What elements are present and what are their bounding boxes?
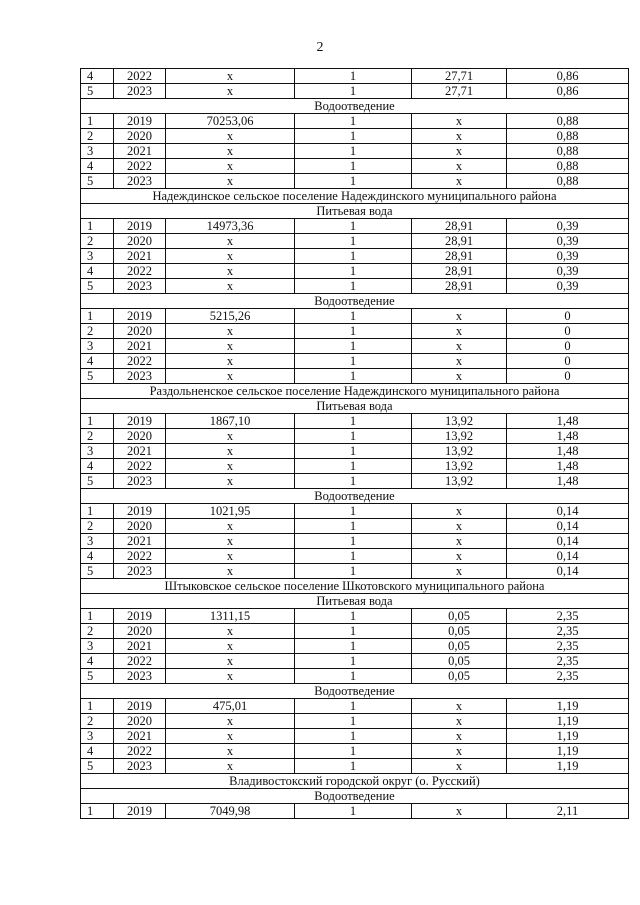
row-number-cell: 5 [81, 564, 114, 579]
value-cell: 0,39 [507, 249, 629, 264]
section-header: Водоотведение [81, 99, 629, 114]
volume-cell: x [166, 654, 295, 669]
rate-cell: x [412, 759, 507, 774]
table-row [81, 249, 629, 264]
rate-cell: x [412, 129, 507, 144]
volume-cell: x [166, 84, 295, 99]
volume-cell: x [166, 564, 295, 579]
index-cell: 1 [295, 249, 412, 264]
year-cell: 2020 [114, 624, 166, 639]
value-cell: 0,39 [507, 264, 629, 279]
value-cell: 2,35 [507, 609, 629, 624]
volume-cell: 475,01 [166, 699, 295, 714]
rate-cell: 0,05 [412, 609, 507, 624]
rate-cell: 13,92 [412, 414, 507, 429]
volume-cell: x [166, 444, 295, 459]
table-row [81, 309, 629, 324]
volume-cell: x [166, 234, 295, 249]
row-number-cell: 5 [81, 84, 114, 99]
table-row [81, 339, 629, 354]
row-number-cell: 1 [81, 504, 114, 519]
row-number-cell: 1 [81, 309, 114, 324]
table-row [81, 69, 629, 84]
volume-cell: x [166, 624, 295, 639]
year-cell: 2021 [114, 729, 166, 744]
section-header-row [81, 399, 629, 414]
value-cell: 0,14 [507, 564, 629, 579]
value-cell: 1,19 [507, 744, 629, 759]
table-row [81, 804, 629, 819]
row-number-cell: 3 [81, 729, 114, 744]
table-row [81, 759, 629, 774]
value-cell: 2,11 [507, 804, 629, 819]
index-cell: 1 [295, 219, 412, 234]
table-row [81, 669, 629, 684]
table-row [81, 219, 629, 234]
volume-cell: x [166, 264, 295, 279]
row-number-cell: 4 [81, 549, 114, 564]
year-cell: 2023 [114, 669, 166, 684]
section-header: Питьевая вода [81, 204, 629, 219]
value-cell: 1,48 [507, 429, 629, 444]
row-number-cell: 2 [81, 129, 114, 144]
year-cell: 2019 [114, 699, 166, 714]
table-row [81, 534, 629, 549]
year-cell: 2021 [114, 144, 166, 159]
table-row [81, 354, 629, 369]
volume-cell: x [166, 279, 295, 294]
section-header-row [81, 204, 629, 219]
row-number-cell: 5 [81, 669, 114, 684]
index-cell: 1 [295, 354, 412, 369]
section-header-row [81, 579, 629, 594]
index-cell: 1 [295, 459, 412, 474]
index-cell: 1 [295, 174, 412, 189]
index-cell: 1 [295, 549, 412, 564]
year-cell: 2019 [114, 414, 166, 429]
section-header: Питьевая вода [81, 399, 629, 414]
rate-cell: x [412, 174, 507, 189]
index-cell: 1 [295, 669, 412, 684]
value-cell: 0,86 [507, 69, 629, 84]
value-cell: 0,14 [507, 549, 629, 564]
volume-cell: x [166, 354, 295, 369]
rate-cell: x [412, 144, 507, 159]
section-header: Надеждинское сельское поселение Надеждинского муниципального района [81, 189, 629, 204]
table-row [81, 504, 629, 519]
table-row [81, 699, 629, 714]
index-cell: 1 [295, 234, 412, 249]
volume-cell: x [166, 669, 295, 684]
section-header-row [81, 774, 629, 789]
table-row [81, 459, 629, 474]
volume-cell: x [166, 474, 295, 489]
table-row [81, 474, 629, 489]
year-cell: 2023 [114, 174, 166, 189]
value-cell: 0,88 [507, 144, 629, 159]
volume-cell: x [166, 159, 295, 174]
volume-cell: x [166, 639, 295, 654]
index-cell: 1 [295, 414, 412, 429]
table-row [81, 324, 629, 339]
rate-cell: x [412, 744, 507, 759]
volume-cell: x [166, 69, 295, 84]
row-number-cell: 2 [81, 519, 114, 534]
volume-cell: 5215,26 [166, 309, 295, 324]
table-row [81, 264, 629, 279]
rate-cell: x [412, 309, 507, 324]
row-number-cell: 3 [81, 534, 114, 549]
index-cell: 1 [295, 804, 412, 819]
index-cell: 1 [295, 474, 412, 489]
index-cell: 1 [295, 309, 412, 324]
rate-cell: 0,05 [412, 624, 507, 639]
section-header-row [81, 294, 629, 309]
section-header: Водоотведение [81, 789, 629, 804]
value-cell: 0,88 [507, 114, 629, 129]
value-cell: 0,14 [507, 504, 629, 519]
row-number-cell: 3 [81, 249, 114, 264]
year-cell: 2022 [114, 159, 166, 174]
value-cell: 0,88 [507, 129, 629, 144]
rate-cell: x [412, 159, 507, 174]
rate-cell: x [412, 804, 507, 819]
row-number-cell: 1 [81, 609, 114, 624]
rate-cell: x [412, 519, 507, 534]
row-number-cell: 4 [81, 459, 114, 474]
volume-cell: x [166, 759, 295, 774]
row-number-cell: 2 [81, 714, 114, 729]
year-cell: 2022 [114, 744, 166, 759]
year-cell: 2020 [114, 234, 166, 249]
row-number-cell: 5 [81, 759, 114, 774]
value-cell: 1,48 [507, 414, 629, 429]
year-cell: 2020 [114, 714, 166, 729]
tariff-table [80, 68, 629, 819]
table-row [81, 414, 629, 429]
volume-cell: x [166, 744, 295, 759]
rate-cell: 0,05 [412, 639, 507, 654]
year-cell: 2020 [114, 324, 166, 339]
row-number-cell: 5 [81, 174, 114, 189]
index-cell: 1 [295, 639, 412, 654]
year-cell: 2021 [114, 249, 166, 264]
rate-cell: 13,92 [412, 459, 507, 474]
rate-cell: x [412, 369, 507, 384]
value-cell: 1,48 [507, 459, 629, 474]
volume-cell: x [166, 729, 295, 744]
value-cell: 0,39 [507, 234, 629, 249]
volume-cell: 7049,98 [166, 804, 295, 819]
index-cell: 1 [295, 369, 412, 384]
index-cell: 1 [295, 114, 412, 129]
year-cell: 2022 [114, 459, 166, 474]
value-cell: 1,19 [507, 699, 629, 714]
row-number-cell: 4 [81, 159, 114, 174]
rate-cell: x [412, 714, 507, 729]
rate-cell: 27,71 [412, 69, 507, 84]
year-cell: 2022 [114, 654, 166, 669]
index-cell: 1 [295, 264, 412, 279]
volume-cell: x [166, 549, 295, 564]
rate-cell: x [412, 729, 507, 744]
value-cell: 2,35 [507, 624, 629, 639]
index-cell: 1 [295, 744, 412, 759]
index-cell: 1 [295, 609, 412, 624]
rate-cell: 28,91 [412, 264, 507, 279]
table-row [81, 744, 629, 759]
year-cell: 2020 [114, 129, 166, 144]
index-cell: 1 [295, 129, 412, 144]
table-row [81, 609, 629, 624]
index-cell: 1 [295, 144, 412, 159]
year-cell: 2021 [114, 444, 166, 459]
value-cell: 0 [507, 354, 629, 369]
volume-cell: 1021,95 [166, 504, 295, 519]
section-header: Водоотведение [81, 684, 629, 699]
row-number-cell: 4 [81, 69, 114, 84]
value-cell: 0 [507, 339, 629, 354]
rate-cell: x [412, 324, 507, 339]
row-number-cell: 3 [81, 144, 114, 159]
index-cell: 1 [295, 159, 412, 174]
rate-cell: x [412, 504, 507, 519]
table-row [81, 234, 629, 249]
table-row [81, 714, 629, 729]
value-cell: 2,35 [507, 639, 629, 654]
index-cell: 1 [295, 444, 412, 459]
page-number: 2 [316, 40, 324, 55]
table-row [81, 129, 629, 144]
year-cell: 2019 [114, 309, 166, 324]
year-cell: 2022 [114, 264, 166, 279]
table-row [81, 654, 629, 669]
rate-cell: x [412, 564, 507, 579]
row-number-cell: 1 [81, 219, 114, 234]
table-row [81, 174, 629, 189]
section-header-row [81, 594, 629, 609]
table-row [81, 549, 629, 564]
volume-cell: x [166, 129, 295, 144]
year-cell: 2023 [114, 84, 166, 99]
rate-cell: 0,05 [412, 654, 507, 669]
section-header-row [81, 789, 629, 804]
volume-cell: x [166, 429, 295, 444]
index-cell: 1 [295, 759, 412, 774]
section-header-row [81, 684, 629, 699]
rate-cell: 27,71 [412, 84, 507, 99]
year-cell: 2019 [114, 804, 166, 819]
rate-cell: 28,91 [412, 219, 507, 234]
rate-cell: 28,91 [412, 249, 507, 264]
volume-cell: x [166, 324, 295, 339]
value-cell: 0,86 [507, 84, 629, 99]
rate-cell: 13,92 [412, 429, 507, 444]
table-row [81, 519, 629, 534]
table-row [81, 279, 629, 294]
index-cell: 1 [295, 69, 412, 84]
year-cell: 2021 [114, 534, 166, 549]
row-number-cell: 5 [81, 279, 114, 294]
value-cell: 0 [507, 309, 629, 324]
table-row [81, 159, 629, 174]
index-cell: 1 [295, 429, 412, 444]
value-cell: 1,19 [507, 759, 629, 774]
year-cell: 2023 [114, 474, 166, 489]
volume-cell: 70253,06 [166, 114, 295, 129]
volume-cell: 14973,36 [166, 219, 295, 234]
index-cell: 1 [295, 624, 412, 639]
year-cell: 2023 [114, 759, 166, 774]
rate-cell: 28,91 [412, 279, 507, 294]
table-row [81, 624, 629, 639]
volume-cell: x [166, 369, 295, 384]
value-cell: 0,14 [507, 519, 629, 534]
volume-cell: x [166, 339, 295, 354]
index-cell: 1 [295, 279, 412, 294]
value-cell: 1,19 [507, 729, 629, 744]
volume-cell: x [166, 459, 295, 474]
section-header: Питьевая вода [81, 594, 629, 609]
value-cell: 0,88 [507, 174, 629, 189]
rate-cell: x [412, 339, 507, 354]
index-cell: 1 [295, 519, 412, 534]
value-cell: 0,14 [507, 534, 629, 549]
index-cell: 1 [295, 729, 412, 744]
row-number-cell: 1 [81, 804, 114, 819]
value-cell: 0,39 [507, 219, 629, 234]
row-number-cell: 2 [81, 324, 114, 339]
section-header: Водоотведение [81, 489, 629, 504]
index-cell: 1 [295, 84, 412, 99]
year-cell: 2022 [114, 549, 166, 564]
value-cell: 0 [507, 324, 629, 339]
value-cell: 1,48 [507, 444, 629, 459]
row-number-cell: 4 [81, 264, 114, 279]
index-cell: 1 [295, 324, 412, 339]
index-cell: 1 [295, 654, 412, 669]
volume-cell: 1311,15 [166, 609, 295, 624]
table-row [81, 639, 629, 654]
volume-cell: 1867,10 [166, 414, 295, 429]
section-header: Штыковское сельское поселение Шкотовского муниципального района [81, 579, 629, 594]
table-row [81, 444, 629, 459]
table-row [81, 369, 629, 384]
row-number-cell: 1 [81, 114, 114, 129]
index-cell: 1 [295, 714, 412, 729]
value-cell: 0 [507, 369, 629, 384]
volume-cell: x [166, 714, 295, 729]
year-cell: 2022 [114, 69, 166, 84]
year-cell: 2021 [114, 639, 166, 654]
rate-cell: x [412, 114, 507, 129]
year-cell: 2019 [114, 504, 166, 519]
value-cell: 0,39 [507, 279, 629, 294]
rate-cell: 28,91 [412, 234, 507, 249]
rate-cell: x [412, 534, 507, 549]
year-cell: 2023 [114, 564, 166, 579]
value-cell: 1,48 [507, 474, 629, 489]
rate-cell: 0,05 [412, 669, 507, 684]
year-cell: 2019 [114, 609, 166, 624]
table-row [81, 114, 629, 129]
year-cell: 2019 [114, 219, 166, 234]
year-cell: 2023 [114, 369, 166, 384]
volume-cell: x [166, 534, 295, 549]
table-row [81, 144, 629, 159]
year-cell: 2019 [114, 114, 166, 129]
year-cell: 2022 [114, 354, 166, 369]
volume-cell: x [166, 249, 295, 264]
index-cell: 1 [295, 564, 412, 579]
section-header: Водоотведение [81, 294, 629, 309]
index-cell: 1 [295, 699, 412, 714]
year-cell: 2020 [114, 429, 166, 444]
row-number-cell: 2 [81, 429, 114, 444]
value-cell: 2,35 [507, 654, 629, 669]
row-number-cell: 5 [81, 369, 114, 384]
row-number-cell: 5 [81, 474, 114, 489]
section-header-row [81, 189, 629, 204]
volume-cell: x [166, 519, 295, 534]
table-row [81, 429, 629, 444]
section-header: Раздольненское сельское поселение Надеждинского муниципального района [81, 384, 629, 399]
row-number-cell: 2 [81, 624, 114, 639]
year-cell: 2023 [114, 279, 166, 294]
row-number-cell: 1 [81, 414, 114, 429]
year-cell: 2020 [114, 519, 166, 534]
rate-cell: x [412, 354, 507, 369]
value-cell: 1,19 [507, 714, 629, 729]
row-number-cell: 3 [81, 339, 114, 354]
table-row [81, 84, 629, 99]
rate-cell: 13,92 [412, 474, 507, 489]
section-header-row [81, 489, 629, 504]
row-number-cell: 4 [81, 744, 114, 759]
row-number-cell: 2 [81, 234, 114, 249]
row-number-cell: 4 [81, 354, 114, 369]
index-cell: 1 [295, 534, 412, 549]
section-header-row [81, 99, 629, 114]
index-cell: 1 [295, 339, 412, 354]
year-cell: 2021 [114, 339, 166, 354]
section-header-row [81, 384, 629, 399]
volume-cell: x [166, 174, 295, 189]
index-cell: 1 [295, 504, 412, 519]
value-cell: 0,88 [507, 159, 629, 174]
rate-cell: 13,92 [412, 444, 507, 459]
row-number-cell: 1 [81, 699, 114, 714]
rate-cell: x [412, 549, 507, 564]
value-cell: 2,35 [507, 669, 629, 684]
section-header: Владивостокский городской округ (о. Русский) [81, 774, 629, 789]
row-number-cell: 3 [81, 639, 114, 654]
volume-cell: x [166, 144, 295, 159]
table-row [81, 564, 629, 579]
table-row [81, 729, 629, 744]
rate-cell: x [412, 699, 507, 714]
row-number-cell: 3 [81, 444, 114, 459]
row-number-cell: 4 [81, 654, 114, 669]
